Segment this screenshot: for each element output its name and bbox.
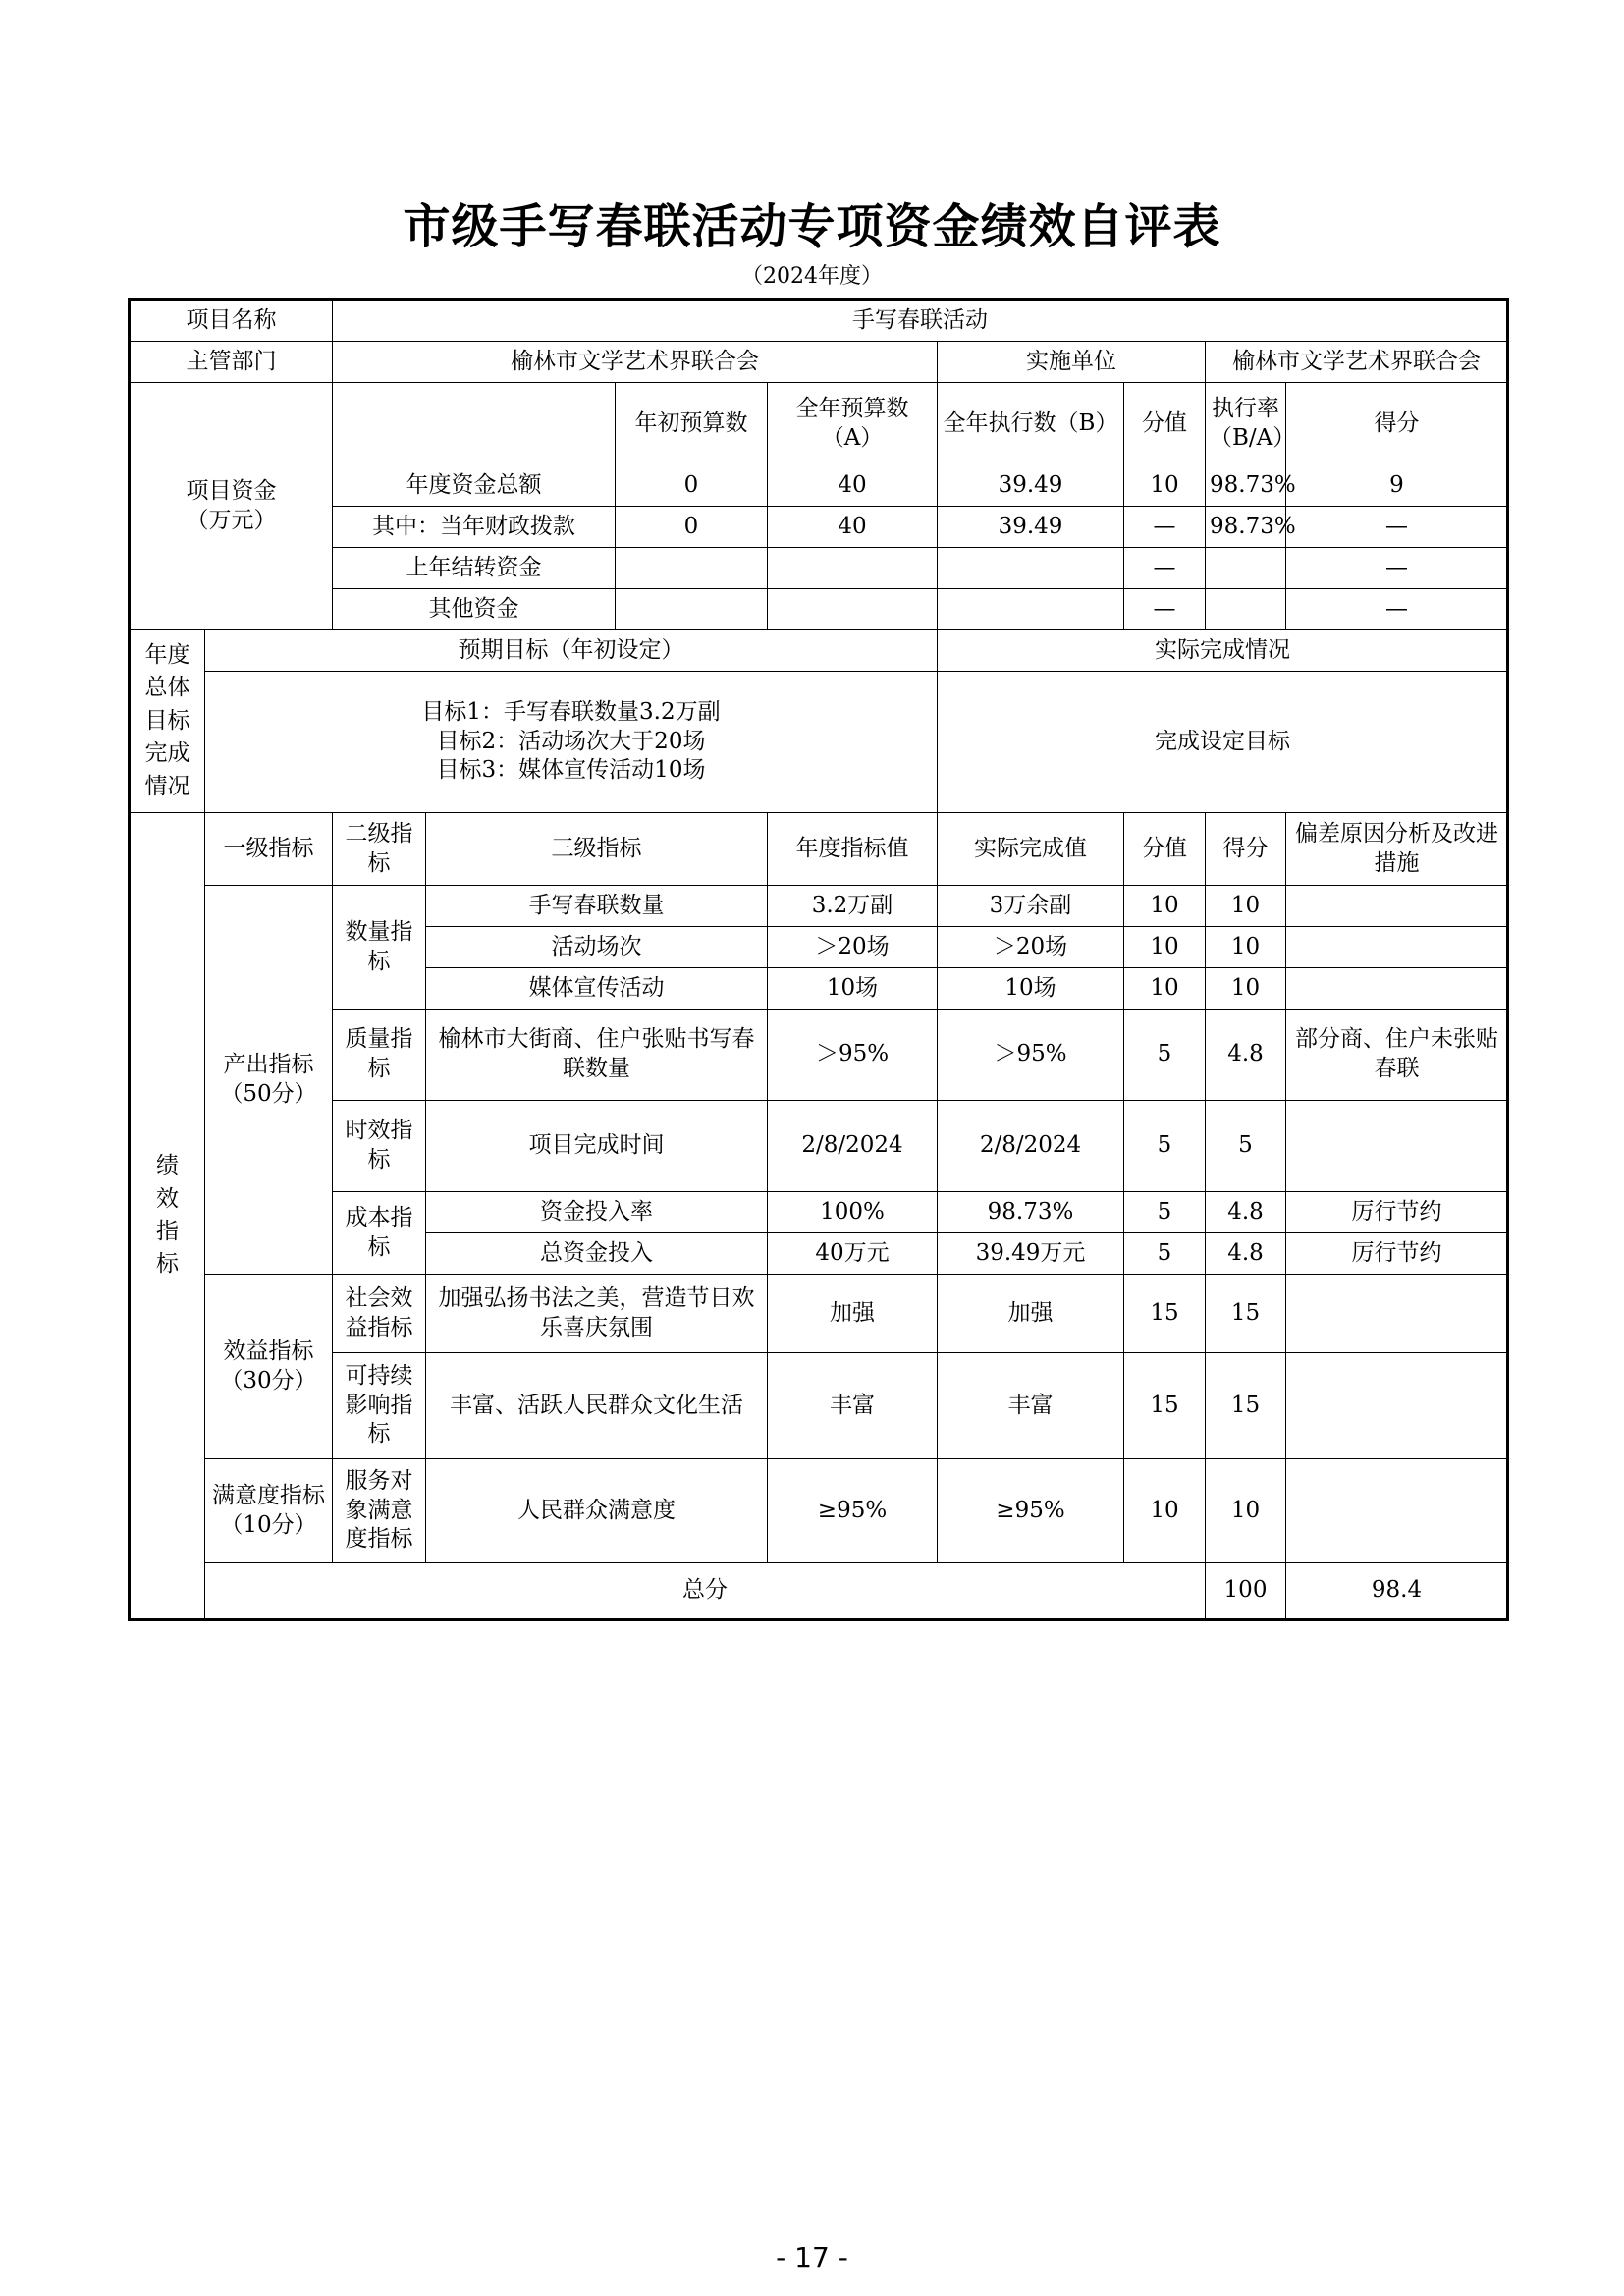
perf-target: 3.2万副 — [768, 886, 938, 927]
perf-level2: 社会效益指标 — [333, 1275, 426, 1353]
perf-header-level3: 三级指标 — [426, 813, 768, 886]
funds-row-score: 9 — [1286, 465, 1508, 507]
funds-row-name: 上年结转资金 — [333, 548, 616, 589]
list-item: 目标3：媒体宣传活动10场 — [436, 757, 706, 784]
funds-row-name: 年度资金总额 — [333, 465, 616, 507]
perf-score: 10 — [1206, 927, 1286, 968]
perf-score: 10 — [1206, 1459, 1286, 1563]
perf-score-val: 5 — [1124, 1192, 1206, 1233]
perf-reason — [1286, 1275, 1508, 1353]
perf-level3: 总资金投入 — [426, 1233, 768, 1275]
perf-actual: 2/8/2024 — [938, 1101, 1124, 1192]
perf-actual: 丰富 — [938, 1353, 1124, 1459]
funds-row-rate: 98.73% — [1206, 507, 1286, 548]
goals-actual-header: 实际完成情况 — [938, 630, 1508, 672]
dept-row — [130, 342, 1508, 383]
perf-actual: ＞20场 — [938, 927, 1124, 968]
funds-row-score-val: — — [1124, 589, 1206, 630]
table-row — [130, 548, 1508, 589]
perf-header-target: 年度指标值 — [768, 813, 938, 886]
perf-level3: 活动场次 — [426, 927, 768, 968]
perf-target: ≥95% — [768, 1459, 938, 1563]
funds-header-score-val: 分值 — [1124, 383, 1206, 465]
perf-label: 绩效指标 — [130, 813, 205, 1620]
goals-expected-list — [205, 672, 938, 813]
perf-score-val: 15 — [1124, 1353, 1206, 1459]
perf-score-val: 5 — [1124, 1233, 1206, 1275]
perf-level1: 效益指标（30分） — [205, 1275, 333, 1459]
funds-row-score: — — [1286, 548, 1508, 589]
goals-content-row — [130, 672, 1508, 813]
perf-score-val: 10 — [1124, 968, 1206, 1010]
perf-level2: 数量指标 — [333, 886, 426, 1010]
funds-header-score: 得分 — [1286, 383, 1508, 465]
perf-level3: 手写春联数量 — [426, 886, 768, 927]
perf-header-row — [130, 813, 1508, 886]
perf-header-score: 得分 — [1206, 813, 1286, 886]
funds-row-name: 其中：当年财政拨款 — [333, 507, 616, 548]
evaluation-table — [128, 298, 1509, 1621]
perf-level2: 时效指标 — [333, 1101, 426, 1192]
perf-level2: 可持续影响指标 — [333, 1353, 426, 1459]
table-row — [130, 1275, 1508, 1353]
list-item: 目标1：手写春联数量3.2万副 — [421, 698, 721, 725]
goals-expected-header: 预期目标（年初设定） — [205, 630, 938, 672]
total-row — [130, 1563, 1508, 1620]
list-item: 目标2：活动场次大于20场 — [436, 728, 706, 754]
perf-actual: 39.49万元 — [938, 1233, 1124, 1275]
perf-score: 10 — [1206, 886, 1286, 927]
perf-reason: 厉行节约 — [1286, 1192, 1508, 1233]
perf-level3: 丰富、活跃人民群众文化生活 — [426, 1353, 768, 1459]
perf-reason — [1286, 968, 1508, 1010]
funds-row-annual — [768, 548, 938, 589]
perf-target: 10场 — [768, 968, 938, 1010]
perf-score: 5 — [1206, 1101, 1286, 1192]
perf-level1: 产出指标（50分） — [205, 886, 333, 1275]
perf-score: 4.8 — [1206, 1010, 1286, 1101]
perf-target: 加强 — [768, 1275, 938, 1353]
project-name-label: 项目名称 — [130, 300, 333, 342]
perf-level3: 人民群众满意度 — [426, 1459, 768, 1563]
perf-level3: 榆林市大街商、住户张贴书写春联数量 — [426, 1010, 768, 1101]
perf-actual: 3万余副 — [938, 886, 1124, 927]
funds-row-exec — [938, 548, 1124, 589]
funds-header-rate: 执行率（B/A） — [1206, 383, 1286, 465]
perf-level2: 质量指标 — [333, 1010, 426, 1101]
perf-target: 40万元 — [768, 1233, 938, 1275]
perf-reason — [1286, 1353, 1508, 1459]
perf-level2: 成本指标 — [333, 1192, 426, 1275]
perf-actual: 98.73% — [938, 1192, 1124, 1233]
total-label: 总分 — [205, 1563, 1206, 1620]
perf-header-reason: 偏差原因分析及改进措施 — [1286, 813, 1508, 886]
perf-reason: 部分商、住户未张贴春联 — [1286, 1010, 1508, 1101]
funds-header-exec: 全年执行数（B） — [938, 383, 1124, 465]
perf-score-val: 10 — [1124, 886, 1206, 927]
funds-row-exec — [938, 589, 1124, 630]
page-subtitle: （2024年度） — [741, 264, 883, 289]
funds-row-rate: 98.73% — [1206, 465, 1286, 507]
perf-reason — [1286, 886, 1508, 927]
table-row — [130, 1459, 1508, 1563]
funds-header-annual: 全年预算数（A） — [768, 383, 938, 465]
table-row — [130, 1192, 1508, 1233]
perf-actual: 10场 — [938, 968, 1124, 1010]
page-number: - 17 - — [776, 2241, 848, 2273]
perf-score: 10 — [1206, 968, 1286, 1010]
impl-label: 实施单位 — [938, 342, 1206, 383]
funds-row-rate — [1206, 589, 1286, 630]
table-row — [130, 1101, 1508, 1192]
perf-target: 丰富 — [768, 1353, 938, 1459]
perf-header-score-val: 分值 — [1124, 813, 1206, 886]
funds-header-row — [130, 383, 1508, 465]
perf-reason — [1286, 1101, 1508, 1192]
funds-row-score: — — [1286, 507, 1508, 548]
funds-row-init — [616, 589, 768, 630]
goals-label: 年度总体目标完成情况 — [130, 630, 205, 813]
funds-label: 项目资金 （万元） — [130, 383, 333, 630]
perf-reason — [1286, 927, 1508, 968]
perf-target: ＞20场 — [768, 927, 938, 968]
funds-row-rate — [1206, 548, 1286, 589]
perf-header-actual: 实际完成值 — [938, 813, 1124, 886]
funds-row-exec: 39.49 — [938, 507, 1124, 548]
funds-row-init: 0 — [616, 507, 768, 548]
perf-level3: 媒体宣传活动 — [426, 968, 768, 1010]
total-score: 98.4 — [1286, 1563, 1508, 1620]
perf-score-val: 10 — [1124, 1459, 1206, 1563]
table-row — [130, 507, 1508, 548]
perf-reason — [1286, 1459, 1508, 1563]
funds-row-name: 其他资金 — [333, 589, 616, 630]
dept-value: 榆林市文学艺术界联合会 — [333, 342, 938, 383]
perf-score: 4.8 — [1206, 1192, 1286, 1233]
funds-row-exec: 39.49 — [938, 465, 1124, 507]
project-name-row — [130, 300, 1508, 342]
perf-target: ＞95% — [768, 1010, 938, 1101]
goals-header-row — [130, 630, 1508, 672]
funds-row-score: — — [1286, 589, 1508, 630]
funds-row-annual — [768, 589, 938, 630]
perf-score-val: 10 — [1124, 927, 1206, 968]
funds-row-score-val: — — [1124, 548, 1206, 589]
funds-row-init: 0 — [616, 465, 768, 507]
funds-header-init: 年初预算数 — [616, 383, 768, 465]
perf-score-val: 5 — [1124, 1101, 1206, 1192]
perf-header-level2: 二级指标 — [333, 813, 426, 886]
dept-label: 主管部门 — [130, 342, 333, 383]
page-title: 市级手写春联活动专项资金绩效自评表 — [403, 199, 1221, 254]
funds-row-annual: 40 — [768, 465, 938, 507]
perf-level3: 加强弘扬书法之美，营造节日欢乐喜庆氛围 — [426, 1275, 768, 1353]
funds-row-score-val: 10 — [1124, 465, 1206, 507]
perf-score: 15 — [1206, 1353, 1286, 1459]
perf-reason: 厉行节约 — [1286, 1233, 1508, 1275]
perf-score: 15 — [1206, 1275, 1286, 1353]
goals-actual-value: 完成设定目标 — [938, 672, 1508, 813]
perf-target: 2/8/2024 — [768, 1101, 938, 1192]
table-row — [130, 886, 1508, 927]
perf-target: 100% — [768, 1192, 938, 1233]
table-row — [130, 1353, 1508, 1459]
perf-actual: ＞95% — [938, 1010, 1124, 1101]
impl-value: 榆林市文学艺术界联合会 — [1206, 342, 1508, 383]
perf-header-level1: 一级指标 — [205, 813, 333, 886]
perf-level1: 满意度指标（10分） — [205, 1459, 333, 1563]
funds-row-annual: 40 — [768, 507, 938, 548]
table-row — [130, 465, 1508, 507]
project-name-value: 手写春联活动 — [333, 300, 1508, 342]
perf-score-val: 15 — [1124, 1275, 1206, 1353]
perf-actual: 加强 — [938, 1275, 1124, 1353]
perf-score-val: 5 — [1124, 1010, 1206, 1101]
perf-score: 4.8 — [1206, 1233, 1286, 1275]
total-score-val: 100 — [1206, 1563, 1286, 1620]
funds-header-blank — [333, 383, 616, 465]
funds-row-init — [616, 548, 768, 589]
table-row — [130, 589, 1508, 630]
table-row — [130, 1010, 1508, 1101]
perf-level3: 资金投入率 — [426, 1192, 768, 1233]
perf-level2: 服务对象满意度指标 — [333, 1459, 426, 1563]
perf-level3: 项目完成时间 — [426, 1101, 768, 1192]
perf-actual: ≥95% — [938, 1459, 1124, 1563]
funds-row-score-val: — — [1124, 507, 1206, 548]
